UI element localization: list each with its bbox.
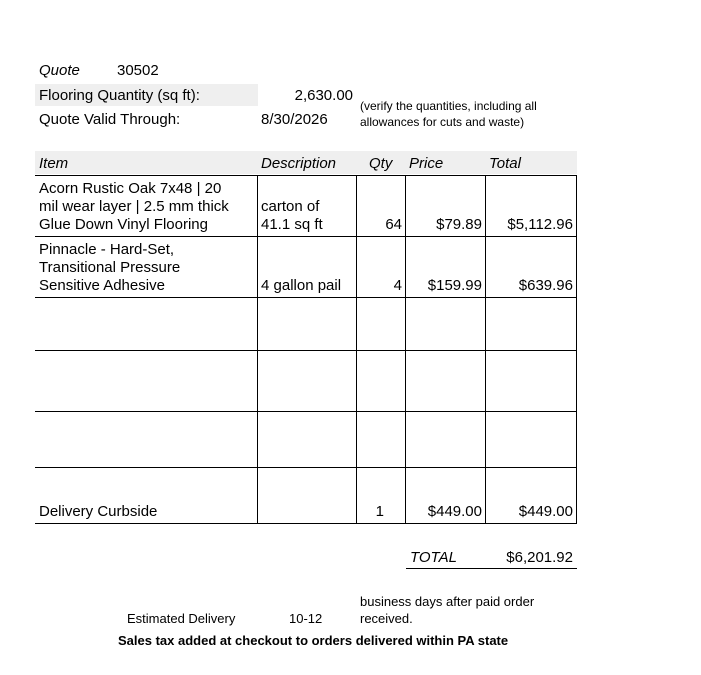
grid-line (35, 411, 577, 412)
grid-line (35, 297, 577, 298)
quote-label: Quote (39, 62, 80, 79)
verify-note-line1: (verify the quantities, including all (360, 99, 537, 113)
delivery-price: $449.00 (427, 503, 482, 520)
row-total: $639.96 (518, 277, 573, 294)
delivery-note-line2: received. (360, 611, 413, 626)
header-description: Description (261, 155, 337, 172)
header-price: Price (409, 155, 444, 172)
total-underline (406, 568, 577, 569)
item-line: Glue Down Vinyl Flooring (39, 216, 208, 233)
row-price: $159.99 (427, 277, 482, 294)
grid-line (257, 175, 258, 524)
delivery-total: $449.00 (518, 503, 573, 520)
estimated-delivery-range: 10-12 (289, 611, 323, 626)
row-item (39, 241, 180, 295)
description-line: 41.1 sq ft (261, 216, 323, 233)
valid-through-label: Quote Valid Through: (39, 111, 181, 128)
item-line: Transitional Pressure (39, 259, 181, 276)
tax-note: Sales tax added at checkout to orders delivered within PA state (118, 633, 509, 648)
row-item (39, 180, 229, 234)
flooring-quantity-value: 2,630.00 (294, 87, 353, 104)
estimated-delivery-label: Estimated Delivery (127, 611, 236, 626)
valid-through-value: 8/30/2026 (261, 111, 328, 128)
row-description (261, 277, 341, 295)
grid-line (576, 175, 577, 524)
item-line: Acorn Rustic Oak 7x48 | 20 (39, 180, 222, 197)
item-line: Sensitive Adhesive (39, 277, 165, 294)
grand-total-label: TOTAL (410, 549, 457, 566)
row-total: $5,112.96 (507, 216, 573, 233)
header-item: Item (39, 155, 69, 172)
verify-note-line2: allowances for cuts and waste) (360, 115, 525, 129)
item-line: mil wear layer | 2.5 mm thick (39, 198, 229, 215)
delivery-note-line1: business days after paid order (360, 594, 535, 609)
quote-number: 30502 (117, 62, 159, 79)
grid-line (35, 175, 577, 176)
row-qty: 64 (385, 216, 402, 233)
description-line: 4 gallon pail (261, 277, 342, 294)
grid-line (35, 523, 577, 524)
grid-line (35, 236, 577, 237)
delivery-item: Delivery Curbside (39, 503, 158, 520)
header-qty: Qty (369, 155, 393, 172)
grand-total-value: $6,201.92 (506, 549, 573, 566)
flooring-quantity-label: Flooring Quantity (sq ft): (39, 87, 200, 104)
row-description (261, 198, 323, 234)
grid-line (35, 467, 577, 468)
grid-line (35, 350, 577, 351)
item-line: Pinnacle - Hard-Set, (39, 241, 175, 258)
row-qty: 4 (393, 277, 402, 294)
header-total: Total (489, 155, 521, 172)
description-line: carton of (261, 198, 320, 215)
delivery-qty: 1 (375, 503, 384, 520)
row-price: $79.89 (436, 216, 482, 233)
